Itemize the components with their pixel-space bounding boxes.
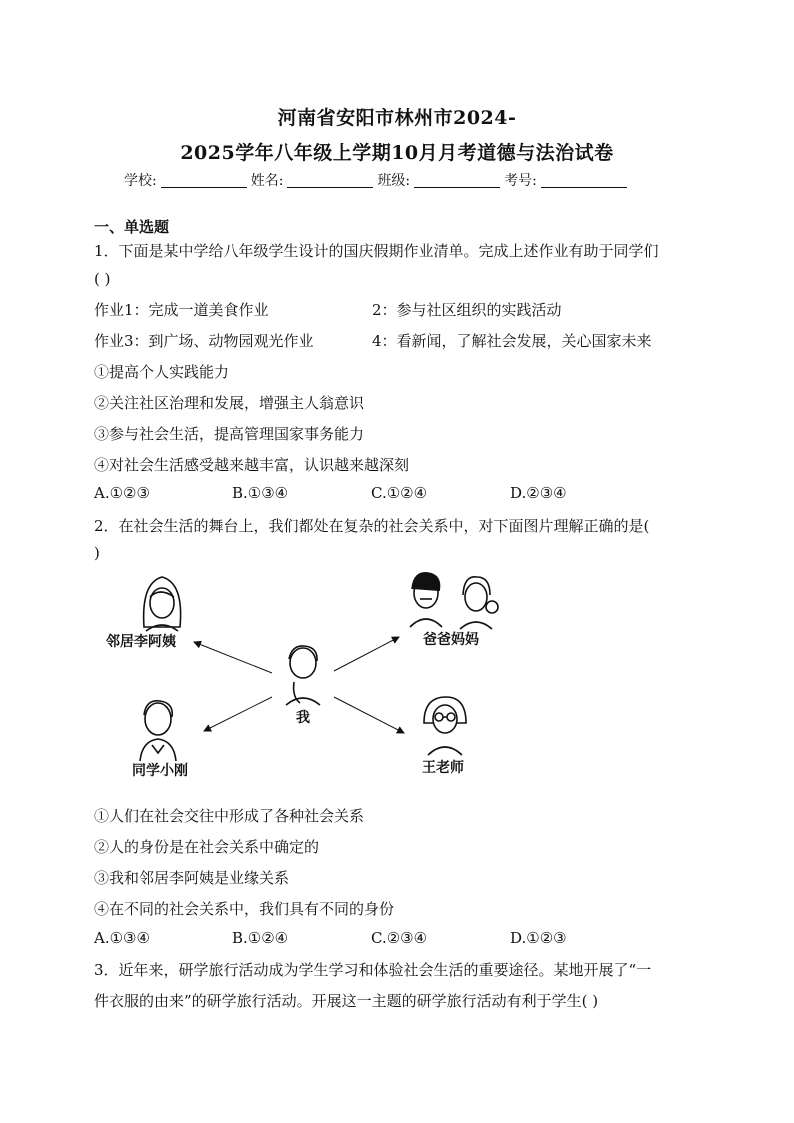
q2-stem-line1: 2．在社会生活的舞台上，我们都处在复杂的社会关系中，对下面图片理解正确的是( [94,517,650,535]
q1-option-d[interactable]: D.②③④ [510,484,567,502]
exam-title-line1: 河南省安阳市林州市2024- [277,107,517,129]
me-avatar-icon [286,646,320,705]
classmate-label: 同学小刚 [132,763,188,779]
classmate-avatar-icon [140,701,176,761]
q1-task2: 2：参与社区组织的实践活动 [372,301,562,319]
me-label: 我 [296,710,310,726]
class-label: 班级: [377,173,411,189]
class-blank[interactable] [414,173,500,188]
arrow-to-parents [334,637,399,671]
q1-option-b[interactable]: B.①③④ [232,484,289,502]
name-blank[interactable] [287,173,373,188]
q1-statement: ②关注社区治理和发展，增强主人翁意识 [94,394,365,412]
teacher-label: 王老师 [422,760,464,776]
q2-option-c[interactable]: C.②③④ [371,929,428,947]
q2-option-b[interactable]: B.①②④ [232,929,289,947]
exam-title-line2: 2025学年八年级上学期10月月考道德与法治试卷 [180,142,614,164]
q2-stem-line2: ) [94,544,100,562]
q2-option-a[interactable]: A.①③④ [94,929,150,947]
father-avatar-icon [410,573,442,627]
school-blank[interactable] [161,173,247,188]
q2-statement: ②人的身份是在社会关系中确定的 [94,838,320,856]
section-heading: 一、单选题 [94,218,170,236]
q1-statement: ①提高个人实践能力 [94,363,230,381]
arrow-to-teacher [334,697,404,733]
q2-statement: ①人们在社会交往中形成了各种社会关系 [94,807,365,825]
q1-statement: ④对社会生活感受越来越丰富，认识越来越深刻 [94,456,410,474]
student-info-row [124,170,631,190]
q3-stem-line1: 3．近年来，研学旅行活动成为学生学习和体验社会生活的重要途径。某地开展了“一 [94,961,652,979]
social-relations-figure [94,565,534,795]
q2-statement: ④在不同的社会关系中，我们具有不同的身份 [94,900,395,918]
q1-stem-line2: ( ) [94,270,111,288]
name-label: 姓名: [250,173,284,189]
q2-statement: ③我和邻居李阿姨是业缘关系 [94,869,290,887]
q1-option-a[interactable]: A.①②③ [94,484,150,502]
neighbor-label: 邻居李阿姨 [106,634,176,650]
neighbor-avatar-icon [144,577,181,631]
school-label: 学校: [124,173,157,189]
q1-task4: 4：看新闻，了解社会发展，关心国家未来 [372,332,652,350]
exam-number-blank[interactable] [541,173,627,188]
q2-option-d[interactable]: D.①②③ [510,929,567,947]
parents-label: 爸爸妈妈 [423,632,479,648]
arrow-to-neighbor [194,642,272,673]
q1-statement: ③参与社会生活，提高管理国家事务能力 [94,425,365,443]
arrow-to-classmate [204,697,272,731]
q3-stem-line2: 件衣服的由来”的研学旅行活动。开展这一主题的研学旅行活动有利于学生( ) [94,992,599,1010]
q1-task3: 作业3：到广场、动物园观光作业 [94,332,314,350]
mother-avatar-icon [460,577,498,629]
q1-stem-line1: 1．下面是某中学给八年级学生设计的国庆假期作业清单。完成上述作业有助于同学们 [94,242,659,260]
teacher-avatar-icon [424,697,466,755]
q1-option-c[interactable]: C.①②④ [371,484,428,502]
q1-task1: 作业1：完成一道美食作业 [94,301,269,319]
exam-number-label: 考号: [504,173,537,189]
